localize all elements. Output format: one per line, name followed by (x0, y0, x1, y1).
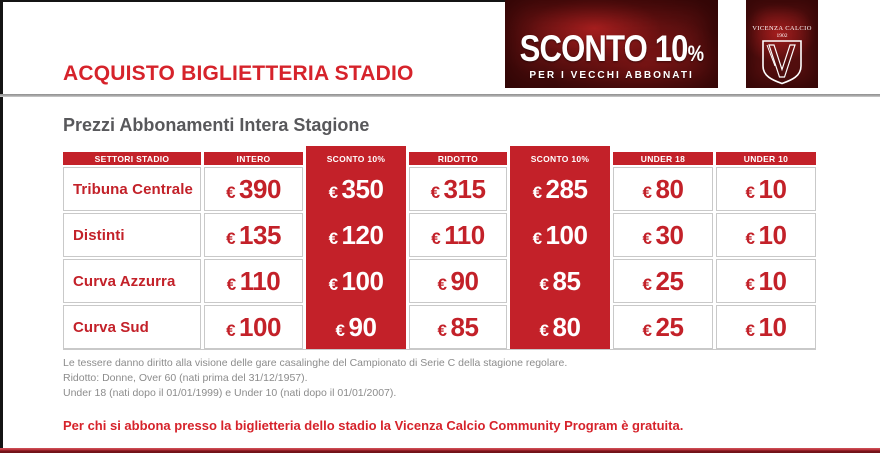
price-amount: 30 (655, 220, 684, 250)
footnote-line: Le tessere danno diritto alla visione delle gare casalinghe del Campionato di Serie C della stagione regolare. (63, 357, 568, 369)
discount-amount: SCONTO 10 (519, 27, 688, 69)
col-header-sconto-1: SCONTO 10% (326, 153, 386, 164)
euro-sign: € (532, 229, 542, 248)
price-cell-discount (510, 305, 610, 349)
euro-sign: € (539, 321, 549, 340)
euro-sign: € (532, 183, 542, 202)
sector-cell-curva-sud: Curva Sud (63, 305, 201, 349)
price-cell (716, 305, 816, 349)
price-cell (204, 167, 303, 211)
footnote-line: Under 18 (nati dopo il 01/01/1999) e Under 10 (nati dopo il 01/01/2007). (63, 387, 397, 399)
price-amount: 100 (341, 266, 384, 296)
price-amount: 100 (239, 312, 281, 342)
euro-sign: € (642, 275, 652, 294)
footnote-line: Ridotto: Donne, Over 60 (nati prima del 31/12/1957). (63, 372, 308, 384)
euro-sign: € (226, 183, 236, 202)
price-amount: 10 (758, 174, 787, 204)
price-amount: 135 (239, 220, 281, 250)
sector-cell-tribuna-centrale: Tribuna Centrale (63, 167, 201, 211)
euro-sign: € (539, 275, 549, 294)
col-header-settori-stadio: SETTORI STADIO (63, 152, 201, 165)
price-table (63, 152, 816, 349)
euro-sign: € (328, 275, 338, 294)
euro-sign: € (328, 229, 338, 248)
discount-banner-title (519, 27, 704, 69)
euro-sign: € (226, 275, 236, 294)
discount-banner (505, 0, 718, 88)
price-cell (204, 305, 303, 349)
price-cell (716, 167, 816, 211)
euro-sign: € (745, 183, 755, 202)
col-header-ridotto: RIDOTTO (409, 152, 507, 165)
euro-sign: € (431, 229, 441, 248)
price-cell-discount (306, 167, 406, 211)
price-amount: 350 (341, 174, 384, 204)
header-divider-line (0, 94, 880, 97)
top-border-line (0, 0, 505, 2)
percent-sign: % (687, 40, 704, 66)
col-header-intero: INTERO (204, 152, 303, 165)
price-amount: 120 (341, 220, 384, 250)
euro-sign: € (437, 321, 447, 340)
price-amount: 25 (655, 266, 684, 296)
euro-sign: € (745, 229, 755, 248)
price-cell (409, 167, 507, 211)
sector-cell-curva-azzurra: Curva Azzurra (63, 259, 201, 303)
euro-sign: € (226, 321, 236, 340)
price-amount: 25 (655, 312, 684, 342)
sector-cell-distinti: Distinti (63, 213, 201, 257)
euro-sign: € (335, 321, 345, 340)
discount-banner-subtitle: PER I VECCHI ABBONATI (529, 69, 694, 81)
price-amount: 110 (239, 266, 281, 296)
price-cell-discount (510, 259, 610, 303)
price-cell (409, 213, 507, 257)
price-amount: 90 (450, 266, 479, 296)
price-cell-discount (306, 213, 406, 257)
price-amount: 85 (552, 266, 581, 296)
price-amount: 80 (552, 312, 581, 342)
price-amount: 80 (655, 174, 684, 204)
euro-sign: € (226, 229, 236, 248)
col-header-under10: UNDER 10 (716, 152, 816, 165)
price-amount: 100 (545, 220, 588, 250)
price-amount: 110 (444, 220, 485, 250)
price-amount: 10 (758, 312, 787, 342)
price-cell (613, 305, 713, 349)
euro-sign: € (430, 183, 440, 202)
club-logo-name: VICENZA CALCIO (752, 25, 812, 32)
section-title: Prezzi Abbonamenti Intera Stagione (63, 115, 370, 135)
euro-sign: € (745, 321, 755, 340)
club-logo-year: 1902 (776, 33, 788, 39)
price-cell (409, 305, 507, 349)
table-bottom-line (63, 349, 816, 350)
price-amount: 85 (450, 312, 479, 342)
euro-sign: € (642, 321, 652, 340)
left-border-line (0, 0, 3, 453)
price-amount: 10 (758, 220, 787, 250)
community-program-note: Per chi si abbona presso la biglietteria dello stadio la Vicenza Calcio Community Program è gratuita. (63, 418, 684, 433)
discount-banner-content (505, 0, 718, 88)
euro-sign: € (328, 183, 338, 202)
price-cell-discount (510, 167, 610, 211)
price-cell (716, 259, 816, 303)
price-cell (409, 259, 507, 303)
euro-sign: € (745, 275, 755, 294)
price-cell-discount (306, 259, 406, 303)
price-cell (204, 259, 303, 303)
col-header-under18: UNDER 18 (613, 152, 713, 165)
price-cell-discount (306, 305, 406, 349)
price-cell (613, 167, 713, 211)
price-amount: 285 (545, 174, 588, 204)
club-logo (746, 0, 818, 88)
euro-sign: € (642, 183, 652, 202)
footnotes (63, 356, 567, 401)
price-cell-discount (510, 213, 610, 257)
euro-sign: € (437, 275, 447, 294)
col-header-sconto-2: SCONTO 10% (530, 153, 590, 164)
club-shield-icon (760, 39, 804, 85)
price-cell (204, 213, 303, 257)
euro-sign: € (642, 229, 652, 248)
price-amount: 315 (443, 174, 486, 204)
bottom-red-strip (0, 448, 880, 453)
price-amount: 10 (758, 266, 787, 296)
price-cell (613, 213, 713, 257)
price-cell (613, 259, 713, 303)
price-amount: 390 (239, 174, 281, 204)
price-cell (716, 213, 816, 257)
price-amount: 90 (348, 312, 377, 342)
page-title: ACQUISTO BIGLIETTERIA STADIO (63, 62, 414, 85)
